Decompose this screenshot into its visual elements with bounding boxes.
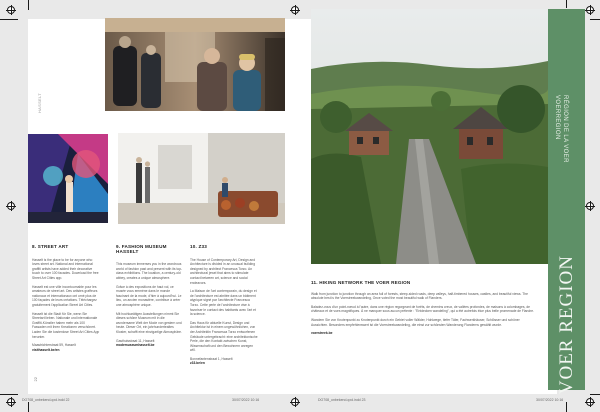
hiking-network-text bbox=[311, 281, 536, 336]
paragraph-fr: Grâce à des expositions de haut vol, ce musée vous emmène dans le monde fascinant de la mode, d'hier à aujourd'hui. Le lieu, un ancien monastère, contribue à créer une atmosphère unique. bbox=[116, 284, 182, 307]
fashion-museum-photo bbox=[105, 18, 285, 111]
paragraph-de: Wandern Sie von Knotenpunkt zu Knotenpunkt durch ein Gebiet voller Wälder, Hohlwege, tiefer Täler, Fachwerkhäuser, Schlösser und schöner Aussichten. Besonders empfehlenswert ist die Voerstreekwandeling, die einst zur schönsten Wanderung Flanderns gewählt wurde. bbox=[311, 317, 520, 327]
paragraph-de: Mit hochkarätigen Ausstellungen nimmt Sie dieses schöne Museum mit in die wundersame Welt der Mode von gestern und heute. Dieser Ort, ein jahrhundertealtes Kloster, schafft eine einzigartige Atmosphäre. bbox=[116, 311, 182, 334]
address: Bonnefantenstraat 1, Hasselt bbox=[190, 356, 233, 361]
fashion-museum-column bbox=[116, 245, 184, 348]
registration-mark-icon bbox=[586, 398, 594, 406]
voer-landscape-photo bbox=[311, 9, 548, 264]
paragraph-en: This museum immerses you in the wondrous world of fashion past and present with its top-class exhibitions. The location, a century-old abbey, creates a unique atmosphere. bbox=[116, 262, 183, 280]
address: Maastrichterstraat 59, Hasselt bbox=[32, 343, 76, 348]
paragraph-en: Walk from junction to junction through an area full of forests, steep-sided roads, deep valleys, half-timbered houses, castles, and beautiful views. The absolute best is the Voerstreekwandeling, Once voted the most beautiful walk of Flanders. bbox=[311, 291, 528, 301]
paragraph-fr: La Maison de l'art contemporain, du design et de l'architecture est abritée dans un bâtiment atypique signé par l'architecte Francesca Torzo. Cette perle de l'architecture vise à favoriser le contact des habitants avec l'art et la science. bbox=[190, 289, 257, 317]
paragraph-fr: Baladez-vous d'un point-nœud à l'autre, dans une région regorgeant de forêts, de chemins creux, de vallées profondes, de maisons à colombages, de châteaux et de vues magnifiques. À ne manquer sous aucun prétexte : "Entdecken wandeling", qui a été autrefois élue plus belle promenade de Flandre. bbox=[311, 304, 535, 314]
website-link[interactable]: visithasselt.be/en bbox=[32, 347, 60, 352]
paragraph-fr: Hasselt est une ville incontournable pour les amateurs de street art. Des artistes graffeurs nationaux et internationaux ont orné plus de 100 façades de leurs créations. Téléchargez gratuitement l'application Street Art Cities. bbox=[32, 284, 98, 307]
registration-mark-icon bbox=[7, 398, 15, 406]
crop-mark bbox=[590, 394, 600, 395]
crop-mark bbox=[566, 402, 567, 412]
region-title: VOER REGION bbox=[556, 255, 577, 395]
registration-mark-icon bbox=[586, 202, 594, 210]
hiking-network-heading: 11. HIKING NETWORK THE VOER REGION bbox=[311, 280, 411, 285]
section-label: HASSELT bbox=[37, 93, 42, 114]
registration-mark-icon bbox=[7, 6, 15, 14]
website-link[interactable]: modemuseumhasselt.be bbox=[116, 343, 155, 348]
page-number: 22 bbox=[33, 377, 38, 382]
street-art-column bbox=[32, 245, 100, 352]
registration-mark-icon bbox=[7, 202, 15, 210]
street-art-photo bbox=[28, 134, 108, 223]
region-subtitles bbox=[553, 95, 569, 163]
registration-mark-icon bbox=[586, 6, 594, 14]
print-slug: DO708_onbekend.qxd.indd 23 bbox=[318, 398, 366, 402]
fashion-museum-heading: 9. FASHION MUSEUM HASSELT bbox=[116, 244, 167, 254]
crop-mark bbox=[590, 19, 600, 20]
crop-mark bbox=[0, 19, 18, 20]
z33-column bbox=[190, 245, 258, 366]
right-page bbox=[285, 19, 557, 394]
crop-mark bbox=[0, 394, 18, 395]
z33-heading: 10. Z33 bbox=[190, 244, 207, 249]
print-slug: 30/07/2022 10:16 bbox=[536, 398, 564, 402]
left-page bbox=[28, 19, 285, 394]
website-link[interactable]: voerstreek.be bbox=[311, 331, 333, 336]
print-slug: 30/07/2022 10:16 bbox=[232, 398, 260, 402]
region-subtitle-fr: RÉGION DE LA VOER bbox=[562, 95, 568, 163]
print-slug: DO708_onbekend.qxd.indd 22 bbox=[22, 398, 70, 402]
registration-mark-icon bbox=[291, 398, 299, 406]
paragraph-en: The House of Contemporary Art, Design and Architecture is divided in an unusual building designed by architect Francesca Torzo. An architectural jewel that aims to stimulate contact between art, science and social endeavors. bbox=[190, 257, 256, 285]
paragraph-de: Das Haus für aktuelle Kunst, Design und Architektur ist in einem ungewöhnlichen, von der Architektin Francesca Torzo entworfenen Gebäude untergebracht: eine architektonische Perle, die den Kontakt zwischen Kunst, Wissenschaft und den Bewohnern anregen will. bbox=[190, 320, 258, 353]
website-link[interactable]: z33.be/en bbox=[190, 361, 205, 366]
street-art-heading: 8. STREET ART bbox=[32, 244, 69, 249]
crop-mark bbox=[28, 402, 29, 412]
crop-mark bbox=[28, 0, 29, 10]
paragraph-en: Hasselt is the place to be for anyone who loves street art. National and international graffiti artists have added their decorative touch to over 100 facades. Download the free Street Art Cities app. bbox=[32, 257, 99, 280]
crop-mark bbox=[566, 0, 567, 8]
region-subtitle-de: VOERREGION bbox=[554, 95, 560, 140]
z33-photo bbox=[118, 133, 285, 224]
paragraph-de: Hasselt ist die Stadt für Sie, wenn Sie Streetart lieben. Nationale und internationale Graffiti-Künstler haben mehr als 100 Fassaden mit ihren Kreationen verschönert. Laden Sie die kostenlose Street Art Cities App herunter. bbox=[32, 311, 100, 339]
address: Gasthuisstraat 11, Hasselt bbox=[116, 338, 155, 343]
registration-mark-icon bbox=[291, 6, 299, 14]
